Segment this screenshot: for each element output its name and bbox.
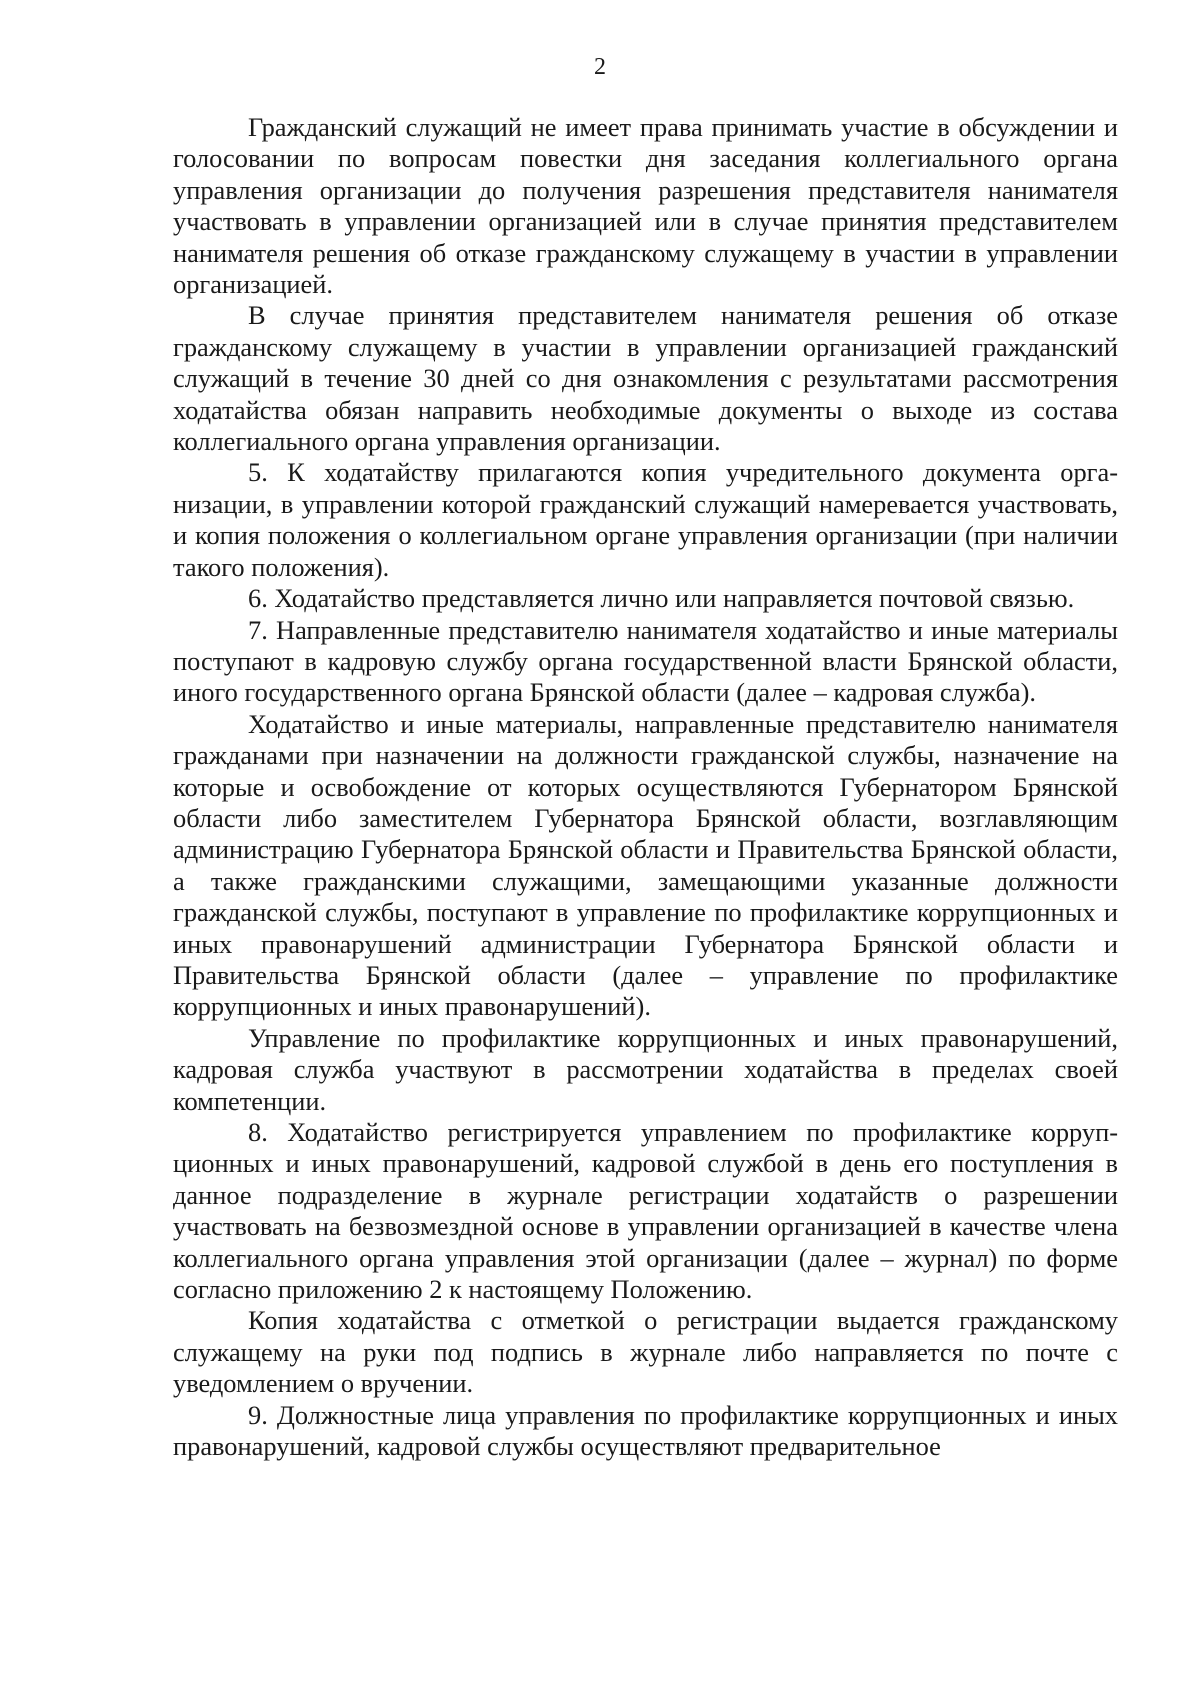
paragraph: 6. Ходатайство представляется лично или направляется почтовой связью. — [248, 583, 1075, 614]
paragraph: Гражданский служащий не имеет права принимать участие в обсуждении и голосовании по вопросам повестки дня заседания коллегиального органа управления организации до получения разрешения представителя нанимателя участвовать в управлении организацией или в случае принятия представителем нанимателя решения об отказе гражданскому служащему в участии в управлении организацией. — [173, 112, 1118, 300]
paragraph: Управление по профилактике коррупционных и иных правонарушений, кадровая служба участвуют в рассмотрении ходатайства в пределах своей компетенции. — [173, 1022, 1118, 1116]
document-body — [173, 112, 1118, 1462]
paragraph: 8. Ходатайство регистрируется управлением по профилактике коррупционных и иных правонарушений, кадровой службой в день его поступления в данное подразделение в журнале регистрации ходатайств о разрешении участвовать на безвозмездной основе в управлении организацией в качестве члена коллегиального органа управления этой организации (далее – журнал) по форме согласно приложению 2 к настоящему Положению. — [173, 1117, 1118, 1305]
paragraph: 7. Направленные представителю нанимателя ходатайство и иные материалы поступают в кадровую службу органа государственной власти Брянской области, иного государственного органа Брянской области (далее – кадровая служба). — [173, 614, 1118, 708]
paragraph: В случае принятия представителем нанимателя решения об отказе гражданскому служащему в участии в управлении организацией гражданский служащий в течение 30 дней со дня ознакомления с результатами рассмотрения ходатайства обязан направить необходимые документы о выходе из состава коллегиального органа управления организации. — [173, 300, 1118, 457]
paragraph: 9. Должностные лица управления по профилактике коррупционных и иных правонарушений, кадровой службы осуществляют предварительное — [173, 1399, 1118, 1462]
paragraph: 5. К ходатайству прилагаются копия учредительного документа организации, в управлении которой гражданский служащий намеревается участвовать, и копия положения о коллегиальном органе управления организации (при наличии такого положения). — [173, 457, 1118, 582]
paragraph: Ходатайство и иные материалы, направленные представителю нанимателя гражданами при назначении на должности гражданской службы, назначение на которые и освобождение от которых осуществляются Губернатором Брянской области либо заместителем Губернатора Брянской области, возглавляющим администрацию Губернатора Брянской области и Правительства Брянской области, а также гражданскими служащими, замещающими указанные должности гражданской службы, поступают в управление по профилактике коррупционных и иных правонарушений администрации Губернатора Брянской области и Правительства Брянской области (далее – управление по профилактике коррупционных и иных правонарушений). — [173, 708, 1118, 1022]
paragraph: Копия ходатайства с отметкой о регистрации выдается гражданскому служащему на руки под подпись в журнале либо направляется по почте с уведомлением о вручении. — [173, 1305, 1118, 1399]
page-number: 2 — [594, 54, 606, 80]
